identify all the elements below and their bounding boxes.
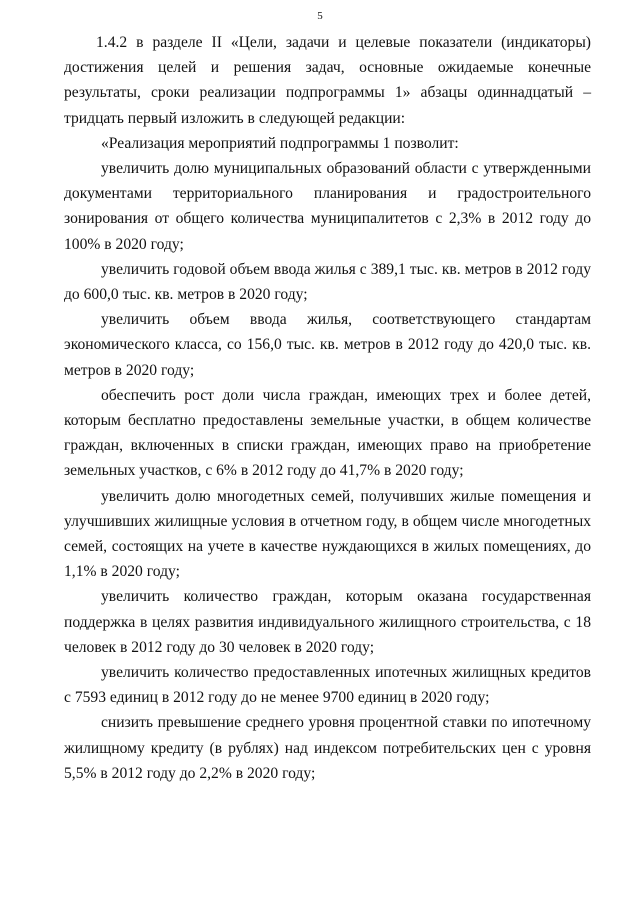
paragraph-interest-rate: снизить превышение среднего уровня процентной ставки по ипотечному жилищному кредиту (в рублях) над индексом потребительских цен с уровня 5,5% в 2012 году до 2,2% в 2020 году; <box>64 714 591 782</box>
paragraph-amendment-intro: 1.4.2 в разделе II «Цели, задачи и целевые показатели (индикаторы) достижения целей и решения задач, основные ожидаемые конечные результаты, сроки реализации подпрограммы 1» абзацы одиннадцатый – тридцать первый изложить в следующей редакции: <box>64 34 591 127</box>
document-body <box>64 30 591 786</box>
paragraph-economy-class-housing: увеличить объем ввода жилья, соответствующего стандартам экономического класса, со 156,0 тыс. кв. метров в 2012 году до 420,0 тыс. кв. метров в 2020 году; <box>64 311 591 379</box>
page-number: 5 <box>317 10 323 22</box>
paragraph-quote-start: «Реализация мероприятий подпрограммы 1 позволит: <box>101 134 459 152</box>
paragraph-housing-volume: увеличить годовой объем ввода жилья с 389,1 тыс. кв. метров в 2012 году до 600,0 тыс. кв. метров в 2020 году; <box>64 260 591 304</box>
paragraph-planning-documents: увеличить долю муниципальных образований области с утвержденными документами территориального планирования и градостроительного зонирования от общего количества муниципалитетов с 2,3% в 2012 году до 100% в 2020 году; <box>64 160 591 253</box>
paragraph-land-plots: обеспечить рост доли числа граждан, имеющих трех и более детей, которым бесплатно предоставлены земельные участки, в общем количестве граждан, включенных в списки граждан, имеющих право на приобретение земельных участков, с 6% в 2012 году до 41,7% в 2020 году; <box>64 386 591 480</box>
paragraph-individual-construction: увеличить количество граждан, которым оказана государственная поддержка в целях развития индивидуального жилищного строительства, с 18 человек в 2012 году до 30 человек в 2020 году; <box>64 588 591 656</box>
paragraph-mortgage-loans: увеличить количество предоставленных ипотечных жилищных кредитов с 7593 единиц в 2012 году до не менее 9700 единиц в 2020 году; <box>64 664 591 707</box>
paragraph-large-families: увеличить долю многодетных семей, получивших жилые помещения и улучшивших жилищные условия в отчетном году, в общем числе многодетных семей, состоящих на учете в качестве нуждающихся в жилых помещениях, до 1,1% в 2020 году; <box>64 487 591 581</box>
